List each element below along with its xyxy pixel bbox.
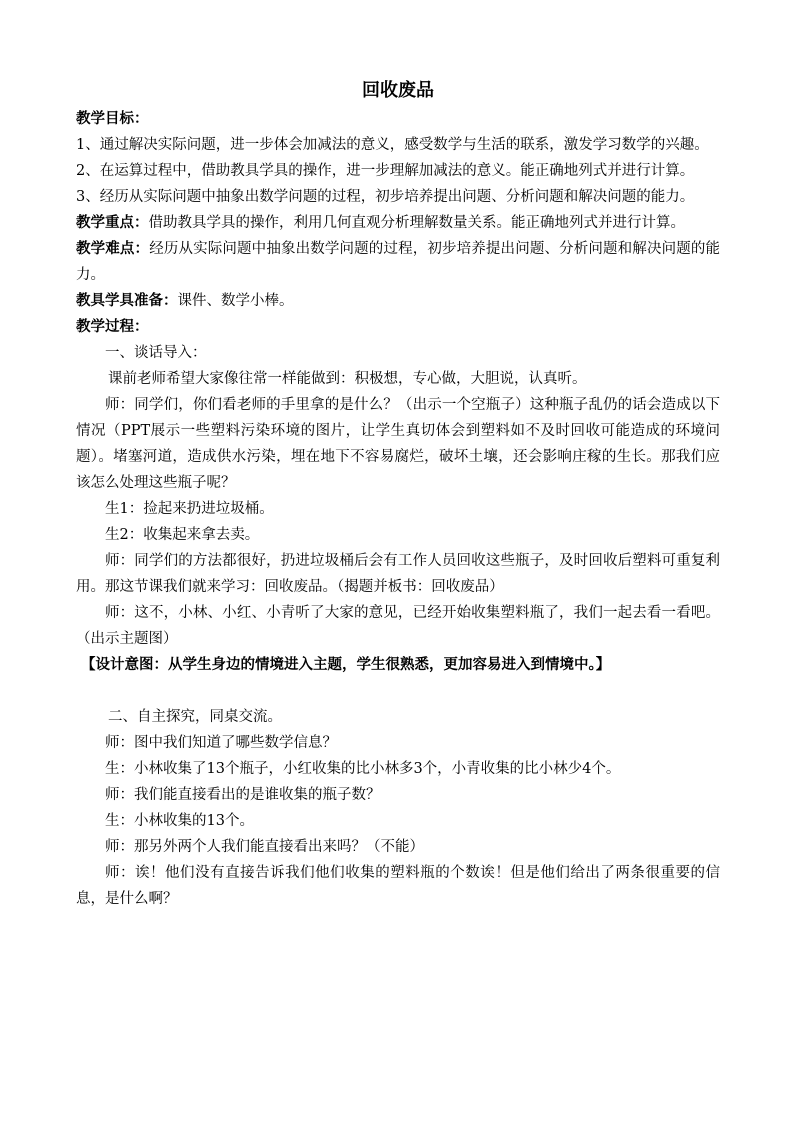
paragraph: 师：同学们的方法都很好，扔进垃圾桶后会有工作人员回收这些瓶子，及时回收后塑料可重复利用。那这节课我们就来学习：回收废品。（揭题并板书：回收废品） (76, 553, 720, 595)
paragraph: 生2：收集起来拿去卖。 (105, 527, 260, 543)
tools (76, 288, 720, 314)
objectives-heading: 教学目标： (76, 110, 149, 127)
section-heading: 二、自主探究，同桌交流。 (108, 709, 282, 725)
difficulty-text: 经历从实际问题中抽象出数学问题的过程，初步培养提出问题、分析问题和解决问题的能力。 (76, 241, 721, 283)
key-point-text: 借助教具学具的操作，利用几何直观分析理解数量关系。能正确地列式并进行计算。 (148, 215, 685, 231)
paragraph: 课前老师希望大家像往常一样能做到：积极想，专心做，大胆说，认真听。 (108, 371, 587, 387)
key-point-label: 教学重点： (76, 214, 149, 231)
objective-item: 1、通过解决实际问题，进一步体会加减法的意义，感受数学与生活的联系，激发学习数学的兴趣。 (76, 137, 709, 153)
paragraph: 生1：捡起来扔进垃圾桶。 (105, 501, 274, 517)
document-page (76, 78, 720, 912)
key-point (76, 210, 720, 236)
paragraph: 师：我们能直接看出的是谁收集的瓶子数？ (105, 787, 381, 803)
paragraph: 师：那另外两个人我们能直接看出来吗？（不能） (105, 839, 424, 855)
objective-item: 3、经历从实际问题中抽象出数学问题的过程，初步培养提出问题、分析问题和解决问题的能力。 (76, 189, 695, 205)
paragraph: 师：同学们，你们看老师的手里拿的是什么？（出示一个空瓶子）这种瓶子乱仍的话会造成以下情况（PPT展示一些塑料污染环境的图片，让学生真切体会到塑料如不及时回收可能造成的环境问题）。堵塞河道，造成供水污染，埋在地下不容易腐烂，破坏土壤，还会影响庄稼的生长。那我们应该怎么处理这些瓶子呢？ (76, 397, 720, 491)
design-intent: 【设计意图：从学生身边的情境进入主题，学生很熟悉，更加容易进入到情境中。】 (81, 656, 611, 673)
difficulty-label: 教学难点： (76, 240, 150, 257)
difficulty (76, 236, 720, 288)
page-title: 回收废品 (362, 80, 434, 101)
section-heading: 一、谈话导入： (105, 345, 207, 361)
paragraph: 师：图中我们知道了哪些数学信息？ (105, 735, 337, 751)
paragraph: 师：这不，小林、小红、小青听了大家的意见，已经开始收集塑料瓶了，我们一起去看一看吧。（出示主题图） (76, 605, 720, 647)
spacer (76, 678, 720, 704)
tools-label: 教具学具准备： (76, 292, 178, 309)
paragraph: 生：小林收集了13个瓶子，小红收集的比小林多3个，小青收集的比小林少4个。 (105, 761, 621, 777)
process-heading: 教学过程： (76, 318, 149, 335)
paragraph: 生：小林收集的13个。 (105, 813, 254, 829)
paragraph: 师：诶！他们没有直接告诉我们他们收集的塑料瓶的个数诶！但是他们给出了两条很重要的信息，是什么啊？ (76, 865, 720, 907)
objective-item: 2、在运算过程中，借助教具学具的操作，进一步理解加减法的意义。能正确地列式并进行计算。 (76, 163, 695, 179)
tools-text: 课件、数学小棒。 (177, 293, 294, 309)
